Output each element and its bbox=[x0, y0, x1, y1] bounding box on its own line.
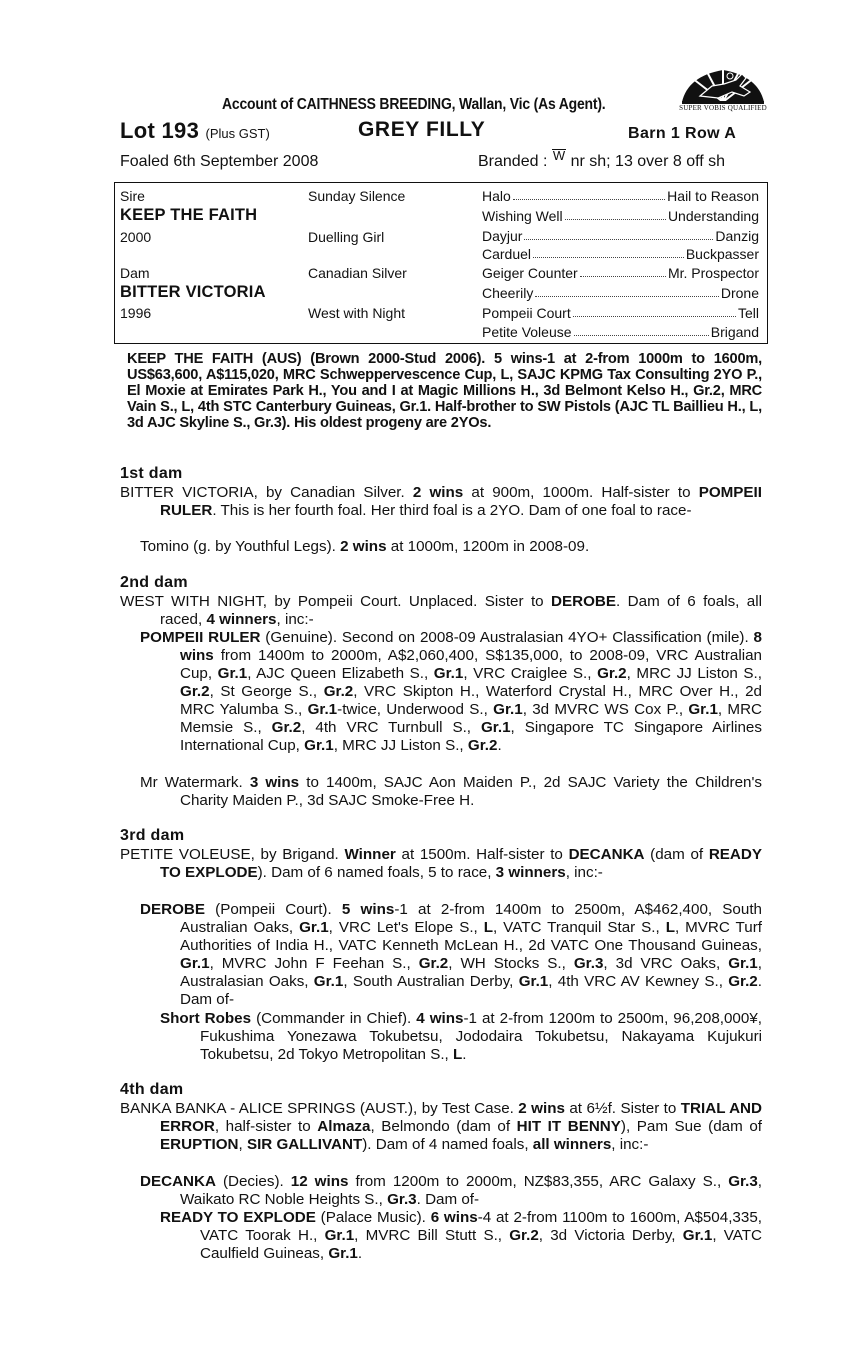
text-run: . Dam of- bbox=[180, 973, 762, 1008]
grandparent-row bbox=[482, 208, 759, 224]
bold-text-run: L bbox=[453, 1046, 463, 1063]
text-run: , inc:- bbox=[565, 864, 603, 881]
grandparent-row bbox=[482, 324, 759, 340]
text-run: WEST WITH NIGHT, by Pompeii Court. Unplaced. Sister to bbox=[120, 593, 552, 610]
bold-text-run: Gr.1 bbox=[688, 701, 718, 718]
grandparent-right: Drone bbox=[720, 285, 759, 301]
bold-text-run: DEROBE bbox=[140, 901, 205, 918]
grandparent-left: Cheerily bbox=[482, 285, 534, 301]
bold-text-run: POMPEII RULER bbox=[140, 629, 261, 646]
lot-label: Lot 193 bbox=[120, 118, 200, 143]
second-dam-foal-pompeii-ruler bbox=[140, 629, 762, 755]
grandparent-left: Petite Voleuse bbox=[482, 324, 572, 340]
first-dam-foal bbox=[140, 538, 762, 556]
text-run: , MRC JJ Liston S., bbox=[626, 665, 762, 682]
bold-text-run: 2 wins bbox=[412, 484, 464, 501]
text-run: (Commander in Chief). bbox=[251, 1010, 417, 1027]
text-run: , VATC Caulfield Guineas, bbox=[200, 1227, 762, 1262]
third-dam-paragraph bbox=[120, 846, 762, 882]
bold-text-run: 12 wins bbox=[290, 1173, 349, 1190]
bold-text-run: Gr.3 bbox=[387, 1191, 417, 1208]
text-run: to 1400m, SAJC Aon Maiden P., 2d SAJC Variety the Children's Charity Maiden P., 3d SAJC Smoke-Free H. bbox=[180, 774, 763, 809]
branded-label: Branded : bbox=[478, 153, 548, 170]
sire-summary: KEEP THE FAITH (AUS) (Brown 2000-Stud 2006). 5 wins-1 at 2-from 1000m to 1600m, US$63,600, A$115,020, MRC Schweppervescence Cup, L, SAJC KPMG Tax Consulting 2YO P., El Moxie at Emirates Park H., You and I at Magic Millions H., 3d Belmont Kelso H., Gr.2, MRC Vain S., L, 4th STC Canterbury Guineas, Gr.1. Half-brother to SW Pistols (AJC TL Baillieu H., L, 3d AJC Skyline S., Gr.3). His oldest progeny are 2YOs. bbox=[127, 351, 762, 431]
text-run: (Pompeii Court). bbox=[204, 901, 342, 918]
grandparent-left: Halo bbox=[482, 188, 511, 204]
bold-text-run: Gr.1 bbox=[518, 973, 549, 990]
bold-text-run: Short Robes bbox=[160, 1010, 252, 1027]
third-dam-foal-derobe bbox=[140, 901, 762, 1009]
bold-text-run: Gr.1 bbox=[493, 701, 523, 718]
first-dam-paragraph bbox=[120, 484, 762, 520]
text-run: , MRC JJ Liston S., bbox=[333, 737, 468, 754]
bold-text-run: Gr.1 bbox=[324, 1227, 355, 1244]
dam-label: Dam bbox=[120, 265, 150, 281]
bold-text-run: 4 wins bbox=[416, 1010, 464, 1027]
bold-text-run: 4 winners bbox=[206, 611, 277, 628]
logo-caption: SUPER VOBIS QUALIFIED bbox=[679, 104, 767, 112]
bold-text-run: HIT IT BENNY bbox=[516, 1118, 621, 1135]
second-dam-heading: 2nd dam bbox=[120, 574, 188, 591]
text-run: from 1400m to 2000m, A$2,060,400, S$135,000, to 2008-09, VRC Australian Cup, bbox=[180, 647, 762, 682]
text-run: . bbox=[462, 1046, 467, 1063]
grandparent-right: Mr. Prospector bbox=[667, 265, 759, 281]
grandparent-right: Buckpasser bbox=[685, 246, 759, 262]
bold-text-run: Gr.1 bbox=[304, 737, 334, 754]
text-run: , bbox=[238, 1136, 247, 1153]
text-run: -1 at 2-from 1400m to 2500m, A$462,400, South Australian Oaks, bbox=[180, 901, 762, 936]
bold-text-run: Gr.2 bbox=[509, 1227, 539, 1244]
grandparent-row bbox=[482, 305, 759, 321]
text-run: (Genuine). Second on 2008-09 Australasian 4YO+ Classification (mile). bbox=[260, 629, 754, 646]
text-run: Mr Watermark. bbox=[140, 774, 250, 791]
bold-text-run: DECANKA bbox=[568, 846, 645, 863]
text-run: PETITE VOLEUSE, by Brigand. bbox=[120, 846, 345, 863]
bold-text-run: 6 wins bbox=[430, 1209, 478, 1226]
text-run: , MVRC Turf Authorities of India H., VATC Kenneth McLean H., 2d VATC One Thousand Guineas, bbox=[180, 919, 762, 954]
text-run: . bbox=[497, 737, 502, 754]
grandparent-right: Tell bbox=[737, 305, 759, 321]
text-run: . bbox=[357, 1245, 363, 1262]
text-run: -twice, Underwood S., bbox=[337, 701, 494, 718]
sire-sire: Sunday Silence bbox=[308, 188, 406, 204]
bold-text-run: 8 wins bbox=[180, 629, 762, 664]
grandparent-row bbox=[482, 228, 759, 244]
bold-text-run: Almaza bbox=[317, 1118, 371, 1135]
text-run: , VRC Let's Elope S., bbox=[328, 919, 484, 936]
bold-text-run: L bbox=[483, 919, 494, 936]
bold-text-run: DECANKA bbox=[140, 1173, 216, 1190]
bold-text-run: all winners bbox=[532, 1136, 612, 1153]
bold-text-run: READY TO EXPLODE bbox=[160, 846, 762, 881]
text-run: at 900m, 1000m. Half-sister to bbox=[463, 484, 699, 501]
text-run: , 4th VRC Turnbull S., bbox=[301, 719, 481, 736]
text-run: . This is her fourth foal. Her third foal is a 2YO. Dam of one foal to race- bbox=[212, 502, 692, 519]
bold-text-run: Gr.1 bbox=[299, 919, 329, 936]
text-run: , MRC Memsie S., bbox=[180, 701, 763, 736]
grandparent-right: Brigand bbox=[710, 324, 759, 340]
bold-text-run: POMPEII RULER bbox=[160, 484, 762, 519]
text-run: , half-sister to bbox=[214, 1118, 318, 1135]
bold-text-run: Gr.3 bbox=[573, 955, 604, 972]
grandparent-left: Dayjur bbox=[482, 228, 523, 244]
bold-text-run: Gr.2 bbox=[597, 665, 627, 682]
text-run: ), Pam Sue (dam of bbox=[620, 1118, 762, 1135]
text-run: , VRC Craiglee S., bbox=[463, 665, 598, 682]
text-run: , MVRC John F Feehan S., bbox=[209, 955, 419, 972]
bold-text-run: Gr.1 bbox=[180, 955, 210, 972]
dam-name: BITTER VICTORIA bbox=[120, 283, 266, 301]
text-run: (dam of bbox=[644, 846, 709, 863]
text-run: ). Dam of 6 named foals, 5 to race, bbox=[257, 864, 496, 881]
second-dam-foal-mr-watermark bbox=[140, 774, 762, 810]
text-run: , 3d MVRC WS Cox P., bbox=[522, 701, 689, 718]
barn-location: Barn 1 Row A bbox=[628, 125, 737, 142]
colour-sex: GREY FILLY bbox=[358, 118, 486, 141]
text-run: , 3d VRC Oaks, bbox=[603, 955, 729, 972]
text-run: . Dam of- bbox=[416, 1191, 480, 1208]
fourth-dam-heading: 4th dam bbox=[120, 1081, 184, 1098]
bold-text-run: Gr.1 bbox=[728, 955, 758, 972]
text-run: , inc:- bbox=[611, 1136, 649, 1153]
text-run: -1 at 2-from 1200m to 2500m, 96,208,000¥, Fukushima Yonezawa Tokubetsu, Jododaira Tokubetsu, Nakayama Kujukuri Tokubetsu, 2d Tokyo Metropolitan S., bbox=[200, 1010, 762, 1063]
text-run: at 1000m, 1200m in 2008-09. bbox=[386, 538, 590, 555]
bold-text-run: Gr.2 bbox=[271, 719, 302, 736]
bold-text-run: Gr.2 bbox=[467, 737, 498, 754]
bold-text-run: Gr.2 bbox=[323, 683, 354, 700]
text-run: at 6½f. Sister to bbox=[564, 1100, 681, 1117]
grandparent-left: Wishing Well bbox=[482, 208, 563, 224]
dam-sire: Canadian Silver bbox=[308, 265, 407, 281]
bold-text-run: 3 winners bbox=[495, 864, 566, 881]
text-run: at 1500m. Half-sister to bbox=[395, 846, 569, 863]
text-run: , inc:- bbox=[276, 611, 314, 628]
text-run: , VATC Tranquil Star S., bbox=[493, 919, 666, 936]
grandparent-row bbox=[482, 265, 759, 281]
grandparent-right: Danzig bbox=[715, 228, 759, 244]
bold-text-run: READY TO EXPLODE bbox=[160, 1209, 316, 1226]
fourth-dam-paragraph bbox=[120, 1100, 762, 1154]
gst-note: (Plus GST) bbox=[205, 126, 270, 141]
text-run: , Australasian Oaks, bbox=[180, 955, 762, 990]
text-run: , Belmondo (dam of bbox=[370, 1118, 517, 1135]
text-run: , VRC Skipton H., Waterford Crystal H., MRC Over H., 2d MRC Yalumba S., bbox=[180, 683, 762, 718]
text-run: Tomino (g. by Youthful Legs). bbox=[140, 538, 341, 555]
grandparent-row bbox=[482, 246, 759, 262]
fourth-dam-foal-decanka bbox=[140, 1173, 762, 1209]
sire-label: Sire bbox=[120, 188, 145, 204]
bold-text-run: 2 wins bbox=[518, 1100, 565, 1117]
bold-text-run: DEROBE bbox=[551, 593, 617, 610]
second-dam-paragraph bbox=[120, 593, 762, 629]
bold-text-run: Gr.1 bbox=[480, 719, 511, 736]
vendor-account: Account of CAITHNESS BREEDING, Wallan, Vic (As Agent). bbox=[222, 96, 606, 113]
lot-number bbox=[120, 118, 270, 144]
grandparent-right: Hail to Reason bbox=[667, 188, 759, 204]
bold-text-run: L bbox=[665, 919, 675, 936]
fourth-dam-granddaughter-ready-to-explode bbox=[160, 1209, 762, 1263]
bold-text-run: Gr.1 bbox=[328, 1245, 358, 1262]
sire-year: 2000 bbox=[120, 229, 152, 245]
grandparent-left: Carduel bbox=[482, 246, 532, 262]
text-run: , South Australian Derby, bbox=[343, 973, 519, 990]
text-run: -4 at 2-from 1100m to 1600m, A$504,335, VATC Toorak H., bbox=[200, 1209, 762, 1244]
grandparent-row bbox=[482, 188, 759, 204]
text-run: , 4th VRC AV Kewney S., bbox=[548, 973, 729, 990]
foaled-date: Foaled 6th September 2008 bbox=[120, 153, 319, 170]
text-run: , Waikato RC Noble Heights S., bbox=[180, 1173, 763, 1208]
text-run: from 1200m to 2000m, NZ$83,355, ARC Galaxy S., bbox=[348, 1173, 729, 1190]
text-run: , MVRC Bill Stutt S., bbox=[354, 1227, 510, 1244]
bold-text-run: Gr.1 bbox=[313, 973, 344, 990]
text-run: , St George S., bbox=[209, 683, 324, 700]
dam-year: 1996 bbox=[120, 305, 152, 321]
text-run: , AJC Queen Elizabeth S., bbox=[247, 665, 434, 682]
text-run: BITTER VICTORIA, by Canadian Silver. bbox=[120, 484, 413, 501]
bold-text-run: TRIAL AND ERROR bbox=[160, 1100, 762, 1135]
bold-text-run: Gr.2 bbox=[180, 683, 210, 700]
bold-text-run: 2 wins bbox=[340, 538, 387, 555]
bold-text-run: Gr.3 bbox=[728, 1173, 758, 1190]
sire-dam: Duelling Girl bbox=[308, 229, 385, 245]
first-dam-heading: 1st dam bbox=[120, 465, 183, 482]
bold-text-run: ERUPTION bbox=[160, 1136, 239, 1153]
bold-text-run: 5 wins bbox=[341, 901, 395, 918]
grandparent-right: Understanding bbox=[667, 208, 759, 224]
text-run: ). Dam of 4 named foals, bbox=[362, 1136, 533, 1153]
grandparent-left: Pompeii Court bbox=[482, 305, 571, 321]
third-dam-heading: 3rd dam bbox=[120, 827, 185, 844]
bold-text-run: Gr.1 bbox=[307, 701, 338, 718]
text-run: (Palace Music). bbox=[315, 1209, 431, 1226]
grandparent-row bbox=[482, 285, 759, 301]
bold-text-run: 3 wins bbox=[249, 774, 300, 791]
branded-info bbox=[478, 148, 726, 171]
text-run: , WH Stocks S., bbox=[448, 955, 574, 972]
third-dam-granddaughter-short-robes bbox=[160, 1010, 762, 1064]
text-run: , Singapore TC Singapore Airlines International Cup, bbox=[180, 719, 762, 754]
text-run: . Dam of 6 foals, all raced, bbox=[160, 593, 762, 628]
bold-text-run: Gr.2 bbox=[418, 955, 449, 972]
branded-detail: nr sh; 13 over 8 off sh bbox=[570, 153, 726, 170]
text-run: (Decies). bbox=[215, 1173, 291, 1190]
grandparent-left: Geiger Counter bbox=[482, 265, 578, 281]
bold-text-run: Gr.1 bbox=[433, 665, 464, 682]
bold-text-run: Winner bbox=[344, 846, 396, 863]
bold-text-run: SIR GALLIVANT bbox=[246, 1136, 363, 1153]
bold-text-run: Gr.2 bbox=[728, 973, 758, 990]
bold-text-run: Gr.1 bbox=[682, 1227, 713, 1244]
sire-name: KEEP THE FAITH bbox=[120, 206, 258, 224]
bold-text-run: Gr.1 bbox=[217, 665, 248, 682]
text-run: , 3d Victoria Derby, bbox=[538, 1227, 683, 1244]
dam-dam: West with Night bbox=[308, 305, 405, 321]
brand-mark: W bbox=[552, 148, 566, 163]
text-run: BANKA BANKA - ALICE SPRINGS (AUST.), by Test Case. bbox=[120, 1100, 519, 1117]
